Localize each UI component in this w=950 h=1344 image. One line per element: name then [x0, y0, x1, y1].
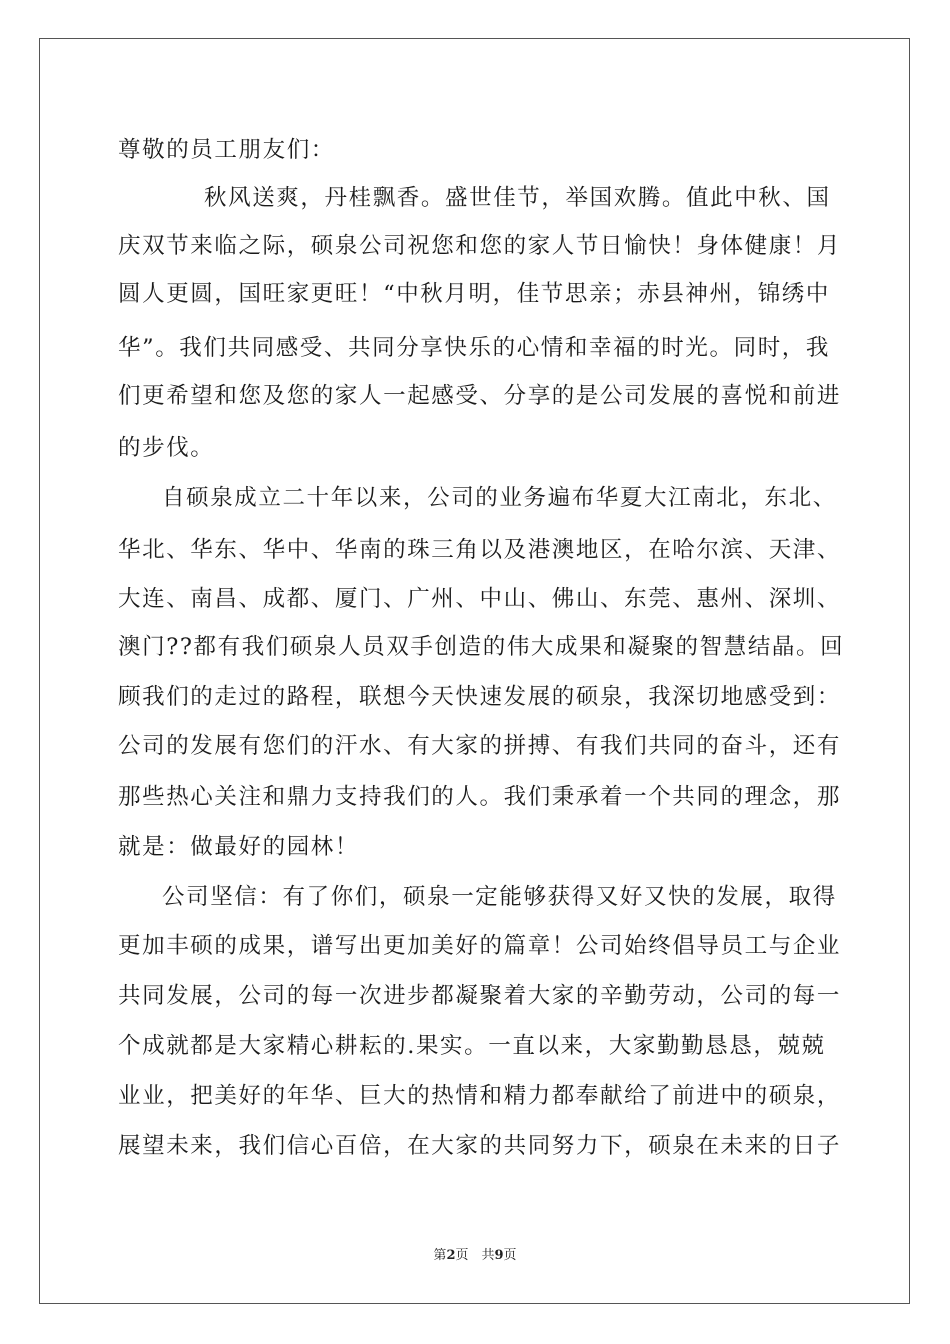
- paragraph-2-line-2: 华北、华东、华中、华南的珠三角以及港澳地区，在哈尔滨、天津、: [118, 537, 842, 563]
- paragraph-1-line-1: 秋风送爽，丹桂飘香。盛世佳节，举国欢腾。值此中秋、国: [204, 185, 831, 211]
- page-footer: [0, 1244, 950, 1263]
- paragraph-2-line-6: 公司的发展有您们的汗水、有大家的拼搏、有我们共同的奋斗，还有: [118, 733, 842, 759]
- paragraph-2-line-3: 大连、南昌、成都、厦门、广州、中山、佛山、东莞、惠州、深圳、: [118, 586, 842, 612]
- paragraph-1-line-4: 华”。我们共同感受、共同分享快乐的心情和幸福的时光。同时，我: [118, 335, 831, 361]
- footer-mid: 页 共: [455, 1248, 495, 1263]
- paragraph-1-line-2: 庆双节来临之际，硕泉公司祝您和您的家人节日愉快！身体健康！月: [118, 233, 842, 259]
- paragraph-3-line-2: 更加丰硕的成果，谱写出更加美好的篇章！公司始终倡导员工与企业: [118, 933, 842, 959]
- paragraph-2-line-7: 那些热心关注和鼎力支持我们的人。我们秉承着一个共同的理念，那: [118, 784, 842, 810]
- greeting: 尊敬的员工朋友们：: [118, 137, 335, 163]
- paragraph-2-line-4: 澳门??都有我们硕泉人员双手创造的伟大成果和凝聚的智慧结晶。回: [118, 634, 845, 660]
- paragraph-1-line-5: 们更希望和您及您的家人一起感受、分享的是公司发展的喜悦和前进: [118, 383, 842, 409]
- paragraph-2-line-8: 就是：做最好的园林！: [118, 834, 360, 860]
- paragraph-2-line-1: 自硕泉成立二十年以来，公司的业务遍布华夏大江南北，东北、: [162, 485, 837, 511]
- paragraph-2-line-5: 顾我们的走过的路程，联想今天快速发展的硕泉，我深切地感受到：: [118, 684, 842, 710]
- paragraph-3-line-5: 业业，把美好的年华、巨大的热情和精力都奉献给了前进中的硕泉，: [118, 1083, 842, 1109]
- page-border: [39, 38, 910, 1304]
- paragraph-1-line-6: 的步伐。: [118, 435, 215, 461]
- total-page-count: 9: [494, 1248, 504, 1263]
- paragraph-3-line-1: 公司坚信：有了你们，硕泉一定能够获得又好又快的发展，取得: [162, 884, 837, 910]
- paragraph-1-line-3: 圆人更圆，国旺家更旺！“中秋月明，佳节思亲；赤县神州，锦绣中: [118, 281, 831, 307]
- current-page-number: 2: [446, 1248, 456, 1263]
- paragraph-3-line-3: 共同发展，公司的每一次进步都凝聚着大家的辛勤劳动，公司的每一: [118, 983, 842, 1009]
- paragraph-3-line-4: 个成就都是大家精心耕耘的.果实。一直以来，大家勤勤恳恳，兢兢: [118, 1033, 826, 1059]
- footer-prefix: 第: [433, 1248, 447, 1263]
- footer-suffix: 页: [503, 1248, 517, 1263]
- paragraph-3-line-6: 展望未来，我们信心百倍，在大家的共同努力下，硕泉在未来的日子: [118, 1133, 842, 1159]
